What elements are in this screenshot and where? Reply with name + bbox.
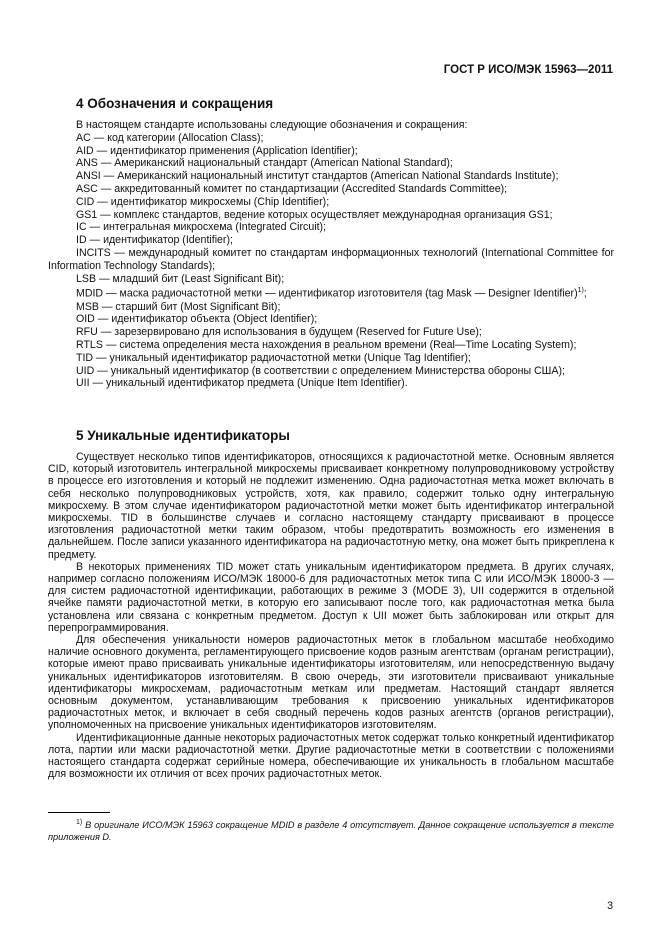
list-item: ASC — аккредитованный комитет по стандартизации (Accredited Standards Committee); [76, 182, 508, 195]
abbreviations-intro: В настоящем стандарте использованы следующие обозначения и сокращения: [76, 119, 468, 131]
paragraph: Существует несколько типов идентификаторов, относящихся к радиочастотной метке. Основным является CID, который изготовитель интегральной микросхемы присваивает конкретному полупроводниковому устройству в процессе его изготовления и который не подлежит изменению. Одна радиочастотная метка может включать в себя несколько полупроводниковых устройств, хотя, как правило, содержит только одну интегральную микросхему. В этом случае идентификатором радиочастотной метки может быть идентификатор интегральной микросхемы. TID в большинстве случаев и согласно настоящему стандарту присваивают в процессе изготовления радиочастотной метки таким образом, чтобы предотвратить возможность его изменения в дальнейшем. После записи указанного идентификатора на радиочастотную метку, она может быть прикреплена к предмету. [48, 451, 614, 561]
section-5-body [48, 451, 614, 780]
list-item: OID — идентификатор объекта (Object Identifier); [76, 313, 318, 326]
paragraph: В некоторых применениях TID может стать уникальным идентификатором предмета. В других случаях, например согласно положениям ИСО/МЭК 18000-6 для радиочастотных меток типа С или ИСО/МЭК 18000-3 — для систем радиочастотной идентификации, работающих в режиме 3 (MODE 3), UII содержится в отдельной ячейке памяти радиочастотной метки, в которую его записывают после того, как радиочастотная метка была установлена или связана с конкретным предметом. Доступ к UII может быть заблокирован или открыт для перепрограммирования. [48, 560, 614, 634]
list-item: CID — идентификатор микросхемы (Chip Identifier); [76, 195, 330, 208]
section-4-heading: 4 Обозначения и сокращения [76, 96, 274, 111]
list-item: INCITS — международный комитет по стандартам информационных технологий (International Committee for Information Technology Standards); [48, 246, 614, 272]
list-item: IC — интегральная микросхема (Integrated Circuit); [76, 221, 327, 234]
mdid-suffix: ; [583, 287, 587, 300]
document-header: ГОСТ Р ИСО/МЭК 15963—2011 [443, 64, 613, 76]
paragraph: Идентификационные данные некоторых радиочастотных меток содержат только конкретный идентификатор лота, партии или маски радиочастотной метки. Другие радиочастотные метки в соответствии с положениями настоящего стандарта содержат серийные номера, обеспечивающие их уникальность в глобальном масштабе для возможности их отличия от всех прочих радиочастотных меток. [48, 731, 614, 781]
footnote-text: В оригинале ИСО/МЭК 15963 сокращение MDID в разделе 4 отсутствует. Данное сокращение используется в тексте приложения D. [48, 820, 614, 843]
list-item: UII — уникальный идентификатор предмета (Unique Item Identifier). [76, 377, 408, 390]
list-item: LSB — младший бит (Least Significant Bit); [76, 272, 285, 285]
footnote-marker: 1) [76, 819, 83, 826]
list-item: GS1 — комплекс стандартов, ведение которых осуществляет международная организация GS1; [76, 208, 553, 221]
list-item: UID — уникальный идентификатор (в соответствии с определением Министерства обороны США); [76, 364, 565, 377]
page-number: 3 [607, 900, 613, 912]
footnote-ref: 1) [577, 287, 584, 295]
list-item: TID — уникальный идентификатор радиочастотной метки (Unique Tag Identifier); [76, 351, 471, 364]
list-item: ANS — Американский национальный стандарт (American National Standard); [76, 157, 453, 170]
footnote [48, 817, 614, 843]
footnote-divider [48, 812, 110, 813]
abbreviations-list [48, 119, 614, 390]
list-item: ANSI — Американский национальный институт стандартов (American National Standards Institute); [76, 170, 559, 183]
list-item: AID — идентификатор применения (Application Identifier); [76, 144, 358, 157]
mdid-text: MDID — маска радиочастотной метки — идентификатор изготовителя (tag Mask — Designer Identifier) [76, 287, 578, 300]
list-item: MSB — старший бит (Most Significant Bit); [76, 300, 281, 313]
list-item [48, 285, 614, 300]
list-item: RFU — зарезервировано для использования в будущем (Reserved for Future Use); [76, 326, 482, 339]
list-item: RTLS — система определения места нахождения в реальном времени (Real—Time Locating System); [76, 339, 577, 352]
list-item: AC — код категории (Allocation Class); [76, 131, 264, 144]
section-5-heading: 5 Уникальные идентификаторы [76, 428, 290, 443]
paragraph: Для обеспечения уникальности номеров радиочастотных меток в глобальном масштабе необходимо наличие основного документа, регламентирующего присвоение кодов разным агентствам (органам регистрации), которые имеют право присваивать уникальные идентификаторы изготовителям, или непосредственную выдачу уникальных идентификаторов изготовителям. В свою очередь, эти изготовители присваивают уникальные идентификаторы микросхемам, радиочастотным меткам или предметам. Настоящий стандарт является основным документом, устанавливающим требования к присвоению уникальных идентификаторов радиочастотных меток, и включает в себя сводный перечень кодов разных агентств (органов регистрации), уполномоченных на присвоение уникальных идентификаторов изготовителям. [48, 634, 614, 732]
list-item: ID — идентификатор (Identifier); [76, 234, 233, 247]
